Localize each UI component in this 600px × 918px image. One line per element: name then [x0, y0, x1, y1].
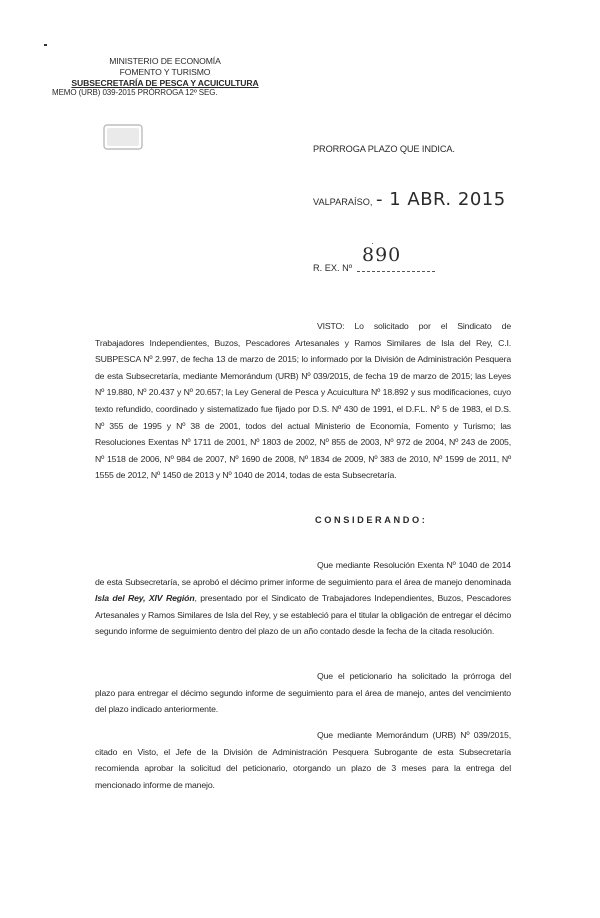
ministry-name: MINISTERIO DE ECONOMÍA	[109, 56, 221, 66]
considerando-paragraph-3: Que mediante Memorándum (URB) Nº 039/2015, citado en Visto, el Jefe de la División de Administración Pesquera Subrogante de esta Subsecretaría recomienda aprobar la solicitud del peticionario, otorgando un plazo de 3 meses para la entrega del mencionado informe de manejo.	[95, 730, 511, 790]
considerando-paragraph-2: Que el peticionario ha solicitado la prórroga del plazo para entregar el décimo segundo informe de seguimiento para el área de manejo, antes del vencimiento del plazo indicado anteriormente.	[95, 671, 511, 715]
visto-paragraph: VISTO: Lo solicitado por el Sindicato de Trabajadores Independientes, Buzos, Pescadores Artesanales y Ramos Similares de Isla del Rey, C.I. SUBPESCA Nº 2.997, de fecha 13 de marzo de 2015; lo informado por la División de Administración Pesquera de esta Subsecretaría, mediante Memorándum (URB) Nº 039/2015, de fecha 19 de marzo de 2015; las Leyes Nº 19.880, Nº 20.437 y Nº 20.657; la Ley General de Pesca y Acuicultura Nº 18.892 y sus modificaciones, cuyo texto refundido, coordinado y sistematizado fue fijado por D.S. Nº 430 de 1991, el D.F.L. Nº 5 de 1983, el D.S. Nº 355 de 1995 y Nº 38 de 2001, todos del actual Ministerio de Economía, Fomento y Turismo; las Resoluciones Exentas Nº 1711 de 2001, Nº 1803 de 2002, Nº 855 de 2003, Nº 972 de 2004, Nº 243 de 2005, Nº 1518 de 2006, Nº 984 de 2007, Nº 1690 de 2008, Nº 1834 de 2009, Nº 383 de 2010, Nº 1599 de 2011, Nº 1555 de 2012, Nº 1450 de 2013 y Nº 1040 de 2014, todas de esta Subsecretaría.	[95, 321, 511, 481]
considerando-heading: CONSIDERANDO:	[315, 515, 428, 525]
area-name: Isla del Rey, XIV Región	[95, 593, 195, 604]
ministry-subtitle: FOMENTO Y TURISMO	[119, 66, 211, 77]
subsecretary-name: SUBSECRETARÍA DE PESCA Y ACUICULTURA	[71, 77, 259, 88]
official-stamp	[103, 123, 143, 151]
para-text: Que mediante Resolución Exenta Nº 1040 de 2014 de esta Subsecretaría, se aprobó el décimo primer informe de seguimiento para el área de manejo denominada	[95, 560, 511, 587]
document-date: - 1 ABR. 2015	[376, 189, 506, 210]
margin-mark	[44, 44, 47, 46]
resolution-number: 890	[362, 244, 402, 266]
stamp-icon	[103, 123, 143, 151]
letterhead	[50, 56, 280, 99]
resolution-label: R. EX. Nº	[313, 263, 353, 273]
memo-reference: MEMO (URB) 039-2015 PRÓRROGA 12º SEG.	[52, 88, 218, 98]
resolution-underline	[357, 271, 435, 272]
para-text: , presentado por el Sindicato de Trabajadores Independientes, Buzos, Pescadores Artesanales y Ramos Similares de Isla del Rey, y se estableció para el titular la obligación de entregar el décimo segundo informe de seguimiento dentro del plazo de un año contado desde la fecha de la citada resolución.	[95, 593, 511, 637]
document-place: VALPARAÍSO,	[313, 197, 373, 207]
considerando-paragraph-1	[95, 557, 511, 640]
document-subject: PRORROGA PLAZO QUE INDICA.	[313, 144, 455, 154]
